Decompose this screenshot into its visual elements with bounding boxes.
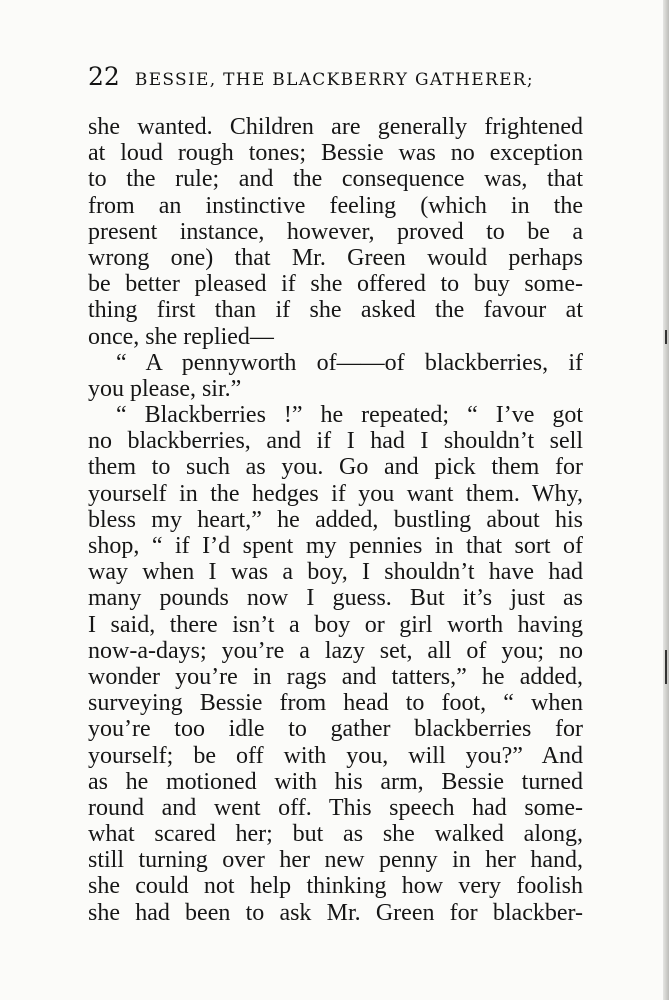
text-line: wonder you’re in rags and tatters,” he added,	[88, 663, 583, 690]
text-line: at loud rough tones; Bessie was no exception	[88, 140, 583, 167]
page-edge-shadow	[663, 0, 669, 1000]
text-line: from an instinctive feeling (which in the	[88, 192, 583, 219]
text-line: many pounds now I guess. But it’s just as	[88, 585, 583, 612]
text-line: you’re too idle to gather blackberries for	[88, 716, 583, 743]
edge-mark	[665, 330, 667, 344]
text-line: round and went off. This speech had some-	[88, 794, 583, 821]
text-line: what scared her; but as she walked along,	[88, 821, 583, 848]
text-line: yourself in the hedges if you want them. Why,	[88, 480, 583, 507]
text-line: to the rule; and the consequence was, that	[88, 166, 583, 193]
text-line: once, she replied—	[88, 323, 274, 350]
text-line: surveying Bessie from head to foot, “ when	[88, 690, 583, 717]
text-line: no blackberries, and if I had I shouldn’t sell	[88, 428, 583, 455]
text-line: way when I was a boy, I shouldn’t have had	[88, 559, 583, 586]
text-line: still turning over her new penny in her hand,	[88, 847, 583, 874]
text-line: she had been to ask Mr. Green for blackber-	[88, 899, 583, 926]
running-title: BESSIE, THE BLACKBERRY GATHERER;	[134, 70, 534, 90]
page-number: 22	[88, 62, 120, 91]
text-line: yourself; be off with you, will you?” And	[88, 742, 583, 769]
text-line: she wanted. Children are generally frightened	[88, 114, 583, 140]
text-line: as he motioned with his arm, Bessie turned	[88, 768, 583, 795]
page-header	[88, 62, 588, 94]
text-line: I said, there isn’t a boy or girl worth having	[88, 611, 583, 638]
text-line: bless my heart,” he added, bustling about his	[88, 506, 583, 533]
text-line: “ Blackberries !” he repeated; “ I’ve got	[116, 402, 583, 429]
text-line: thing first than if she asked the favour at	[88, 297, 583, 324]
text-line: be better pleased if she offered to buy some-	[88, 271, 583, 298]
text-line: you please, sir.”	[88, 375, 242, 402]
text-line: “ A pennyworth of——of blackberries, if	[116, 349, 583, 376]
edge-mark	[665, 650, 667, 684]
text-line: wrong one) that Mr. Green would perhaps	[88, 244, 583, 271]
text-line: them to such as you. Go and pick them for	[88, 454, 583, 481]
text-line: present instance, however, proved to be a	[88, 218, 583, 245]
text-line: shop, “ if I’d spent my pennies in that sort of	[88, 533, 583, 559]
text-line: now-a-days; you’re a lazy set, all of you; no	[88, 637, 583, 664]
text-line: she could not help thinking how very foolish	[88, 873, 583, 900]
body-text	[88, 114, 583, 926]
